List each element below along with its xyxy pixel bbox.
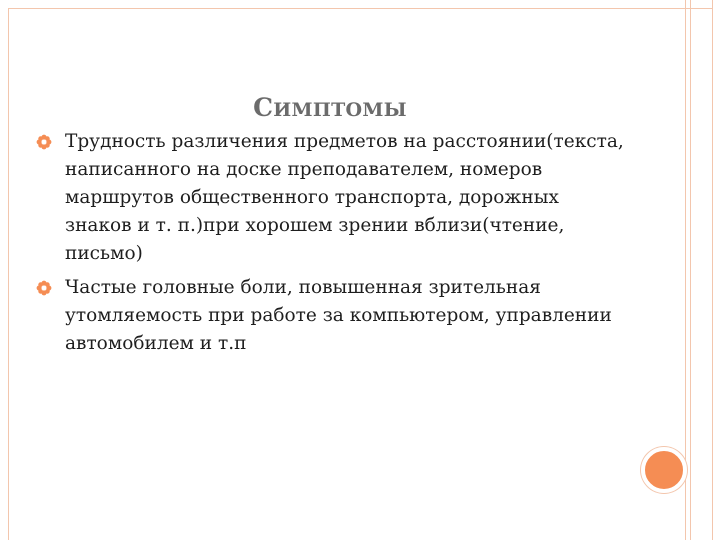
frame-right-line-middle: [690, 0, 691, 540]
symptom-text: Частые головные боли, повышенная зрительная утомляемость при работе за компьютером, управлении автомобилем и т.п: [65, 277, 612, 354]
symptom-text: Трудность различения предметов на расстоянии(текста, написанного на доске преподавателем, номеров маршрутов общественного транспорта, дорожных знаков и т. п.)при хорошем зрении вблизи(чтение, письмо): [65, 131, 624, 264]
slide-title: [210, 92, 450, 122]
slide-title-rest: ИМПТОМЫ: [273, 98, 407, 121]
flower-icon: [36, 134, 52, 150]
flower-icon: [36, 280, 52, 296]
orange-circle-decoration: [641, 447, 687, 493]
symptom-list: [35, 128, 630, 364]
frame-right-line-outer: [712, 0, 713, 540]
frame-right-line-inner: [685, 0, 686, 540]
symptom-list-item: [35, 128, 630, 268]
frame-left-line: [8, 8, 9, 540]
symptom-list-item: [35, 274, 630, 358]
frame-top-line: [8, 8, 713, 9]
slide-title-first-letter: С: [253, 92, 274, 122]
